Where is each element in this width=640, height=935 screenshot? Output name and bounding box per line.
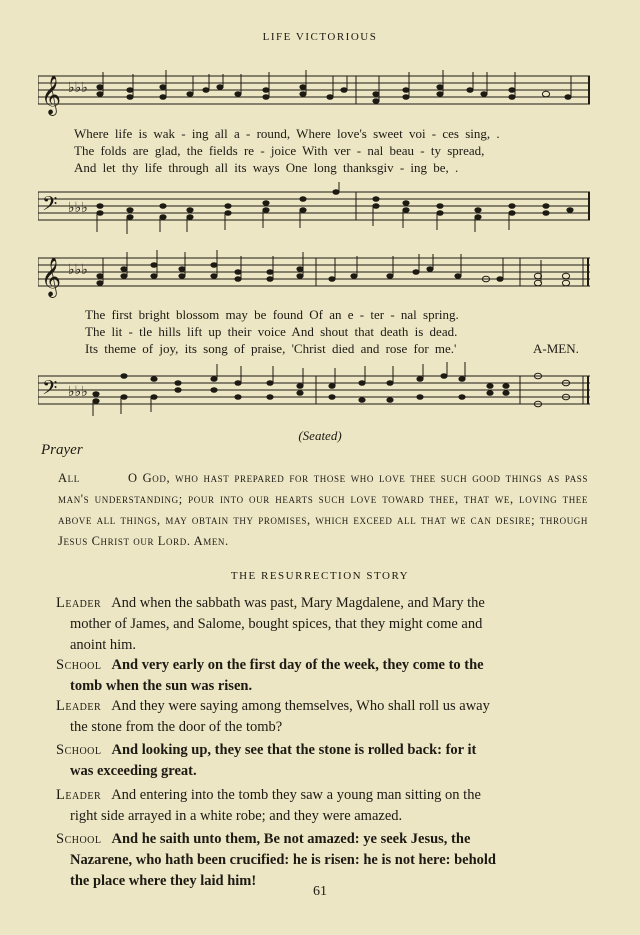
response-line: tomb when the sun was risen. bbox=[70, 678, 253, 694]
treble-staff-2 bbox=[38, 246, 590, 300]
response-line: And very early on the first day of the week, they come to the bbox=[111, 657, 484, 673]
page-header: LIFE VICTORIOUS bbox=[262, 31, 378, 43]
response-line: And when the sabbath was past, Mary Magdalene, and Mary the bbox=[111, 595, 485, 611]
response-school-1 bbox=[56, 655, 588, 697]
svg-text:𝄞: 𝄞 bbox=[41, 259, 62, 296]
prayer-body-text: O God, who hast prepared for those who love thee such good things as pass man's understanding; pour into our hearts such love toward thee, that we, loving thee above all things, may obtain thy promises, which exceed all that we can desire; through Jesus Christ our Lord. Amen. bbox=[58, 471, 588, 548]
lyric-line-2-verse-1: The first bright blossom may be found Of an e - ter - nal spring. bbox=[85, 307, 459, 322]
lyric-line-1-verse-2: The folds are glad, the fields re - joice With ver - nal beau - ty spread, bbox=[74, 143, 485, 158]
svg-text:♭♭♭: ♭♭♭ bbox=[68, 385, 88, 400]
response-line: mother of James, and Salome, bought spices, that they might come and bbox=[70, 616, 483, 632]
amen-label: A-MEN. bbox=[533, 341, 579, 356]
speaker-label: Leader bbox=[56, 698, 102, 714]
response-line: the place where they laid him! bbox=[70, 873, 257, 889]
speaker-label: Leader bbox=[56, 595, 102, 611]
svg-text:𝄞: 𝄞 bbox=[41, 77, 62, 114]
response-line: And he saith unto them, Be not amazed: ye seek Jesus, the bbox=[111, 831, 471, 847]
speaker-label: School bbox=[56, 831, 102, 847]
response-school-2 bbox=[56, 740, 588, 782]
treble-staff-1 bbox=[38, 66, 590, 118]
response-line: And looking up, they see that the stone is rolled back: for it bbox=[111, 742, 477, 758]
page-number: 61 bbox=[313, 884, 327, 899]
svg-text:♭♭♭: ♭♭♭ bbox=[68, 201, 88, 216]
response-line: And entering into the tomb they saw a young man sitting on the bbox=[111, 787, 481, 803]
response-leader-1 bbox=[56, 593, 588, 656]
lyric-line-2-verse-2: The lit - tle hills lift up their voice And shout that death is dead. bbox=[85, 324, 458, 339]
response-line: was exceeding great. bbox=[70, 763, 197, 779]
response-leader-3 bbox=[56, 785, 588, 827]
response-line: And they were saying among themselves, Who shall roll us away bbox=[111, 698, 490, 714]
svg-text:♭♭♭: ♭♭♭ bbox=[68, 81, 88, 96]
lyric-line-2-verse-3: Its theme of joy, its song of praise, 'Christ died and rose for me.' bbox=[85, 341, 457, 356]
speaker-label: Leader bbox=[56, 787, 102, 803]
svg-text:𝄢: 𝄢 bbox=[42, 378, 58, 404]
prayer-title: Prayer bbox=[41, 442, 83, 458]
lyric-line-1-verse-1: Where life is wak - ing all a - round, Where love's sweet voi - ces sing, . bbox=[74, 126, 500, 141]
response-leader-2 bbox=[56, 696, 588, 738]
speaker-label: School bbox=[56, 657, 102, 673]
bass-staff-2 bbox=[38, 362, 590, 422]
response-line: the stone from the door of the tomb? bbox=[70, 719, 283, 735]
seated-direction: (Seated) bbox=[298, 428, 342, 443]
svg-text:𝄢: 𝄢 bbox=[42, 194, 58, 220]
lyric-line-1-verse-3: And let thy life through all its ways One long thanksgiv - ing be, . bbox=[74, 160, 459, 175]
speaker-label: School bbox=[56, 742, 102, 758]
bass-staff-1 bbox=[38, 182, 590, 238]
response-line: Nazarene, who hath been crucified: he is risen: he is not here: behold bbox=[70, 852, 496, 868]
svg-text:♭♭♭: ♭♭♭ bbox=[68, 263, 88, 278]
response-line: anoint him. bbox=[70, 637, 137, 653]
section-title: THE RESURRECTION STORY bbox=[230, 570, 410, 582]
response-line: right side arrayed in a white robe; and they were amazed. bbox=[70, 808, 403, 824]
response-school-3 bbox=[56, 829, 588, 892]
prayer-text bbox=[58, 468, 588, 552]
prayer-speaker: All bbox=[58, 471, 80, 485]
